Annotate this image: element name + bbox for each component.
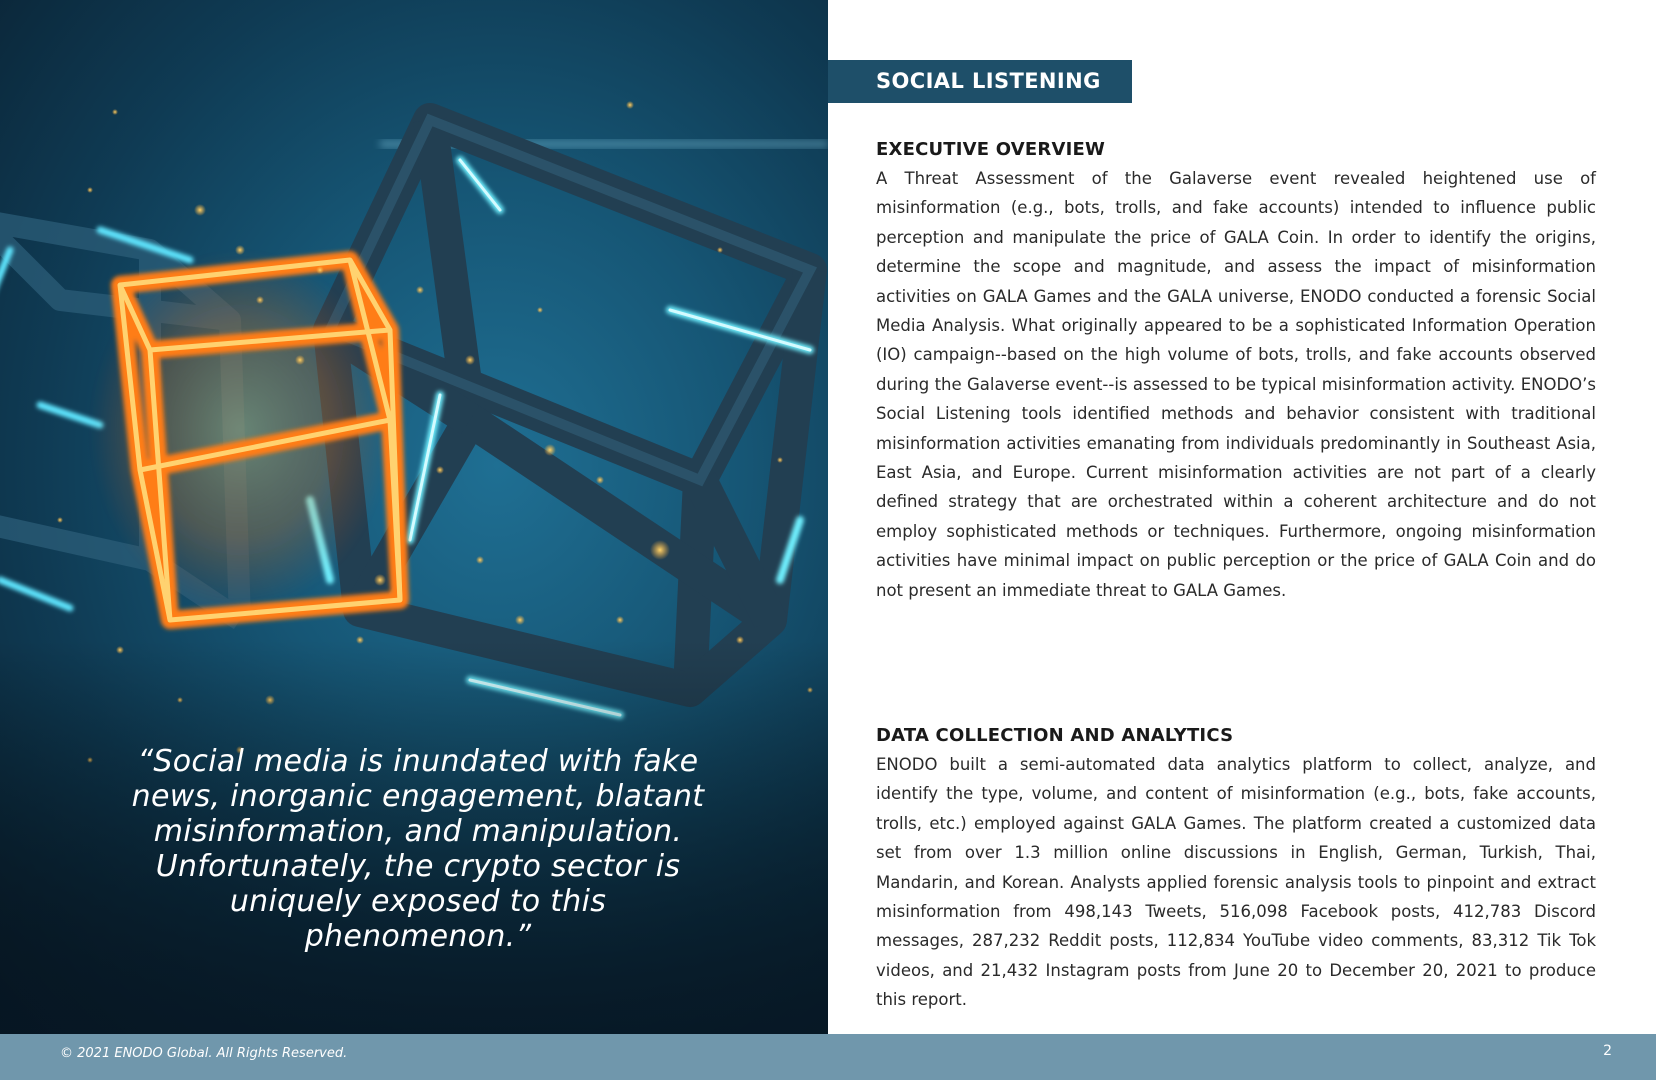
pull-quote: “Social media is inundated with fake news, inorganic engagement, blatant misinformation, and manipulation. Unfortunately, the crypto sector is uniquely exposed to this phenomenon.” bbox=[131, 744, 705, 954]
page-footer bbox=[0, 1034, 1656, 1080]
copyright-notice: © 2021 ENODO Global. All Rights Reserved. bbox=[60, 1046, 348, 1061]
hero-image bbox=[0, 0, 828, 1034]
executive-overview-heading: EXECUTIVE OVERVIEW bbox=[876, 139, 1106, 160]
data-collection-paragraph: ENODO built a semi-automated data analytics platform to collect, analyze, and identify the type, volume, and content of misinformation (e.g., bots, fake accounts, trolls, etc.) employed against GALA Games. The platform created a customized data set from over 1.3 million online discussions in English, German, Turkish, Thai, Mandarin, and Korean. Analysts applied forensic analysis tools to pinpoint and extract misinformation from 498,143 Tweets, 516,098 Facebook posts, 412,783 Discord messages, 287,232 Reddit posts, 112,834 YouTube video comments, 83,312 Tik Tok videos, and 21,432 Instagram posts from June 20 to December 20, 2021 to produce this report. bbox=[876, 755, 1596, 1010]
page-number: 2 bbox=[1603, 1043, 1612, 1059]
executive-overview-paragraph: A Threat Assessment of the Galaverse event revealed heightened use of misinformation (e.g., bots, trolls, and fake accounts) intended to influence public perception and manipulate the price of GALA Coin. In order to identify the origins, determine the scope and magnitude, and assess the impact of misinformation activities on GALA Games and the GALA universe, ENODO conducted a forensic Social Media Analysis. What originally appeared to be a sophisticated Information Operation (IO) campaign--based on the high volume of bots, trolls, and fake accounts observed during the Galaverse event--is assessed to be typical misinformation activity. ENODO’s Social Listening tools identified methods and behavior consistent with traditional misinformation activities emanating from individuals predominantly in Southeast Asia, East Asia, and Europe. Current misinformation activities are not part of a clearly defined strategy that are orchestrated within a coherent architecture and do not employ sophisticated methods or techniques. Furthermore, ongoing misinformation activities have minimal impact on public perception or the price of GALA Coin and do not present an immediate threat to GALA Games. bbox=[876, 169, 1596, 600]
section-tab bbox=[828, 60, 1132, 103]
section-tab-label: SOCIAL LISTENING bbox=[876, 69, 1101, 93]
data-collection-heading: DATA COLLECTION AND ANALYTICS bbox=[876, 725, 1234, 746]
